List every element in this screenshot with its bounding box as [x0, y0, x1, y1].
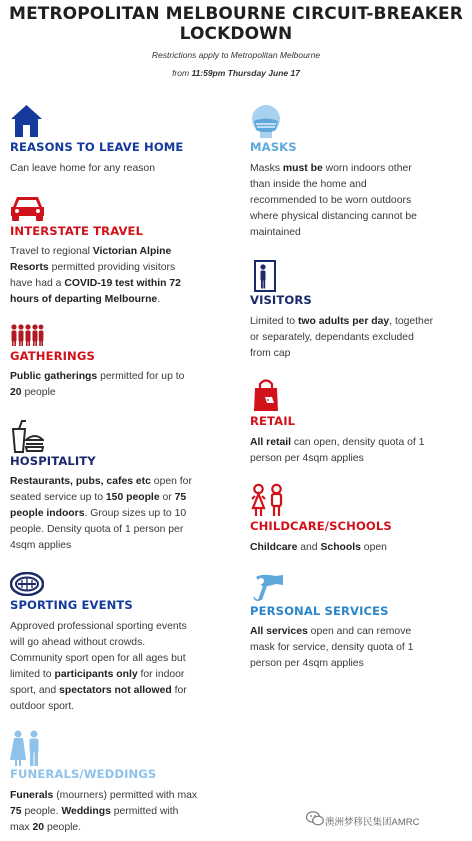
body-funerals: Funerals (mourners) permitted with max 75 people. Weddings permitted with max 20 people. [10, 790, 198, 833]
heading-funerals: FUNERALS/WEDDINGS [10, 767, 157, 781]
title-line-2: LOCKDOWN [179, 24, 293, 44]
body-visitors: Limited to two adults per day, together or separately, dependants excluded from cap [250, 316, 434, 359]
couple-icon [10, 730, 42, 766]
heading-hospitality: HOSPITALITY [10, 454, 96, 468]
heading-childcare: CHILDCARE/SCHOOLS [250, 519, 392, 533]
body-reasons: Can leave home for any reason [10, 163, 155, 174]
effective-date: from 11:59pm Thursday June 17 [172, 68, 300, 78]
children-icon [250, 483, 286, 517]
body-personal: All services open and can remove mask for service, density quota of 1 person per 4sqm applies [250, 626, 414, 669]
heading-personal: PERSONAL SERVICES [250, 604, 389, 618]
body-childcare: Childcare and Schools open [250, 542, 387, 553]
wechat-icon [306, 811, 324, 826]
crowd-icon [10, 323, 44, 347]
body-interstate: Travel to regional Victorian Alpine Resorts permitted providing visitors have had a COVID-19 test within 72 hours of departing Melbourne. [10, 246, 181, 305]
heading-reasons: REASONS TO LEAVE HOME [10, 140, 184, 154]
body-sporting: Approved professional sporting events will go ahead without crowds. Community sport open for all ages but limited to participants only for indoor sport, and spectators not allowed for outdoor sport. [10, 621, 187, 712]
door-person-icon [254, 260, 276, 292]
house-icon [10, 104, 43, 138]
effective-time: 11:59pm Thursday June 17 [191, 68, 300, 78]
watermark: 澳洲梦移民集团AMRC [325, 817, 420, 828]
shopping-bag-icon [253, 378, 279, 412]
body-masks: Masks must be worn indoors other than inside the home and recommended to be worn outdoors where physical distancing cannot be maintained [250, 163, 417, 238]
body-hospitality: Restaurants, pubs, cafes etc open for seated service up to 150 people or 75 people indoors. Group sizes up to 10 people. Density quota of 1 person per 4sqm applies [10, 476, 192, 551]
heading-sporting: SPORTING EVENTS [10, 598, 133, 612]
title-line-1: METROPOLITAN MELBOURNE CIRCUIT-BREAKER [9, 4, 463, 24]
body-retail: All retail can open, density quota of 1 person per 4sqm applies [250, 437, 425, 464]
mask-face-icon [250, 104, 282, 138]
stadium-icon [10, 572, 44, 596]
heading-visitors: VISITORS [250, 293, 312, 307]
body-gatherings: Public gatherings permitted for up to 20 people [10, 371, 185, 398]
food-drink-icon [10, 420, 44, 454]
heading-interstate: INTERSTATE TRAVEL [10, 224, 144, 238]
heading-masks: MASKS [250, 140, 297, 154]
heading-retail: RETAIL [250, 414, 296, 428]
hairdryer-icon [252, 572, 284, 602]
car-icon [10, 194, 45, 222]
heading-gatherings: GATHERINGS [10, 349, 95, 363]
page-title [0, 4, 472, 44]
subtitle: Restrictions apply to Metropolitan Melbourne [151, 50, 321, 60]
